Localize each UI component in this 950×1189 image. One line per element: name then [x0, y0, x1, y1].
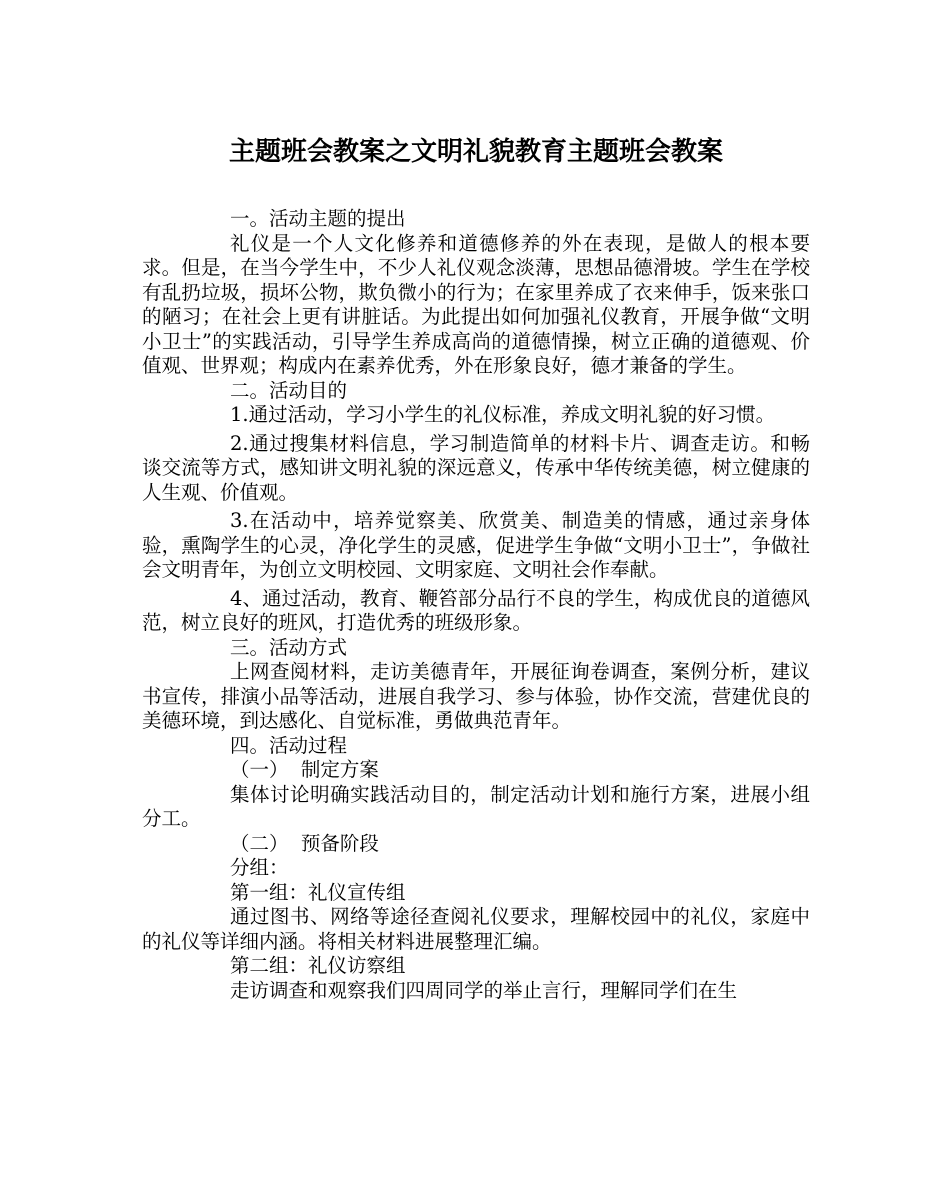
paragraph: 走访调查和观察我们四周同学的举止言行，理解同学们在生 — [230, 978, 738, 1002]
section-heading-3: 三。活动方式 — [230, 635, 348, 659]
group-heading-1: 第一组：礼仪宣传组 — [230, 880, 406, 904]
subsection-heading-1: （一） 制定方案 — [230, 758, 379, 781]
goal-item-1: 1.通过活动，学习小学生的礼仪标准，养成文明礼貌的好习惯。 — [230, 403, 776, 426]
goal-item-2: 2.通过搜集材料信息，学习制造简单的材料卡片、调查走访。和畅谈交流等方式，感知讲文明礼貌的深远意义，传承中华传统美德，树立健康的人生观、价值观。 — [142, 431, 810, 504]
section-heading-4: 四。活动过程 — [230, 733, 348, 757]
goal-item-3: 3.在活动中，培养觉察美、欣赏美、制造美的情感，通过亲身体验，熏陶学生的心灵，净化学生的灵感，促进学生争做“文明小卫士”，争做社会文明青年，为创立文明校园、文明家庭、文明社会作奉献。 — [142, 509, 810, 581]
goal-item-4: 4、通过活动，教育、鞭笞部分品行不良的学生，构成优良的道德风范，树立良好的班风，打造优秀的班级形象。 — [142, 586, 810, 634]
paragraph: 分组： — [230, 856, 289, 879]
subsection-heading-2: （二） 预备阶段 — [230, 831, 379, 855]
paragraph: 礼仪是一个人文化修养和道德修养的外在表现，是做人的根本要求。但是，在当今学生中，不少人礼仪观念淡薄，思想品德滑坡。学生在学校有乱扔垃圾，损坏公物，欺负微小的行为；在家里养成了衣来伸手，饭来张口的陋习；在社会上更有讲脏话。为此提出如何加强礼仪教育，开展争做“文明小卫士”的实践活动，引导学生养成高尚的道德情操，树立正确的道德观、价值观、世界观；构成内在素养优秀，外在形象良好，德才兼备的学生。 — [142, 231, 810, 377]
paragraph: 通过图书、网络等途径查阅礼仪要求，理解校园中的礼仪，家庭中的礼仪等详细内涵。将相关材料进展整理汇编。 — [142, 905, 810, 953]
document-title: 主题班会教案之文明礼貌教育主题班会教案 — [228, 137, 723, 167]
group-heading-2: 第二组：礼仪访察组 — [230, 954, 406, 977]
section-heading-2: 二。活动目的 — [230, 378, 348, 402]
document-body — [142, 207, 810, 1003]
paragraph: 集体讨论明确实践活动目的，制定活动计划和施行方案，进展小组分工。 — [142, 782, 810, 830]
section-heading-1: 一。活动主题的提出 — [230, 207, 406, 230]
paragraph: 上网查阅材料，走访美德青年，开展征询卷调查，案例分析，建议书宣传，排演小品等活动，进展自我学习、参与体验，协作交流，营建优良的美德环境，到达感化、自觉标准，勇做典范青年。 — [142, 660, 810, 732]
